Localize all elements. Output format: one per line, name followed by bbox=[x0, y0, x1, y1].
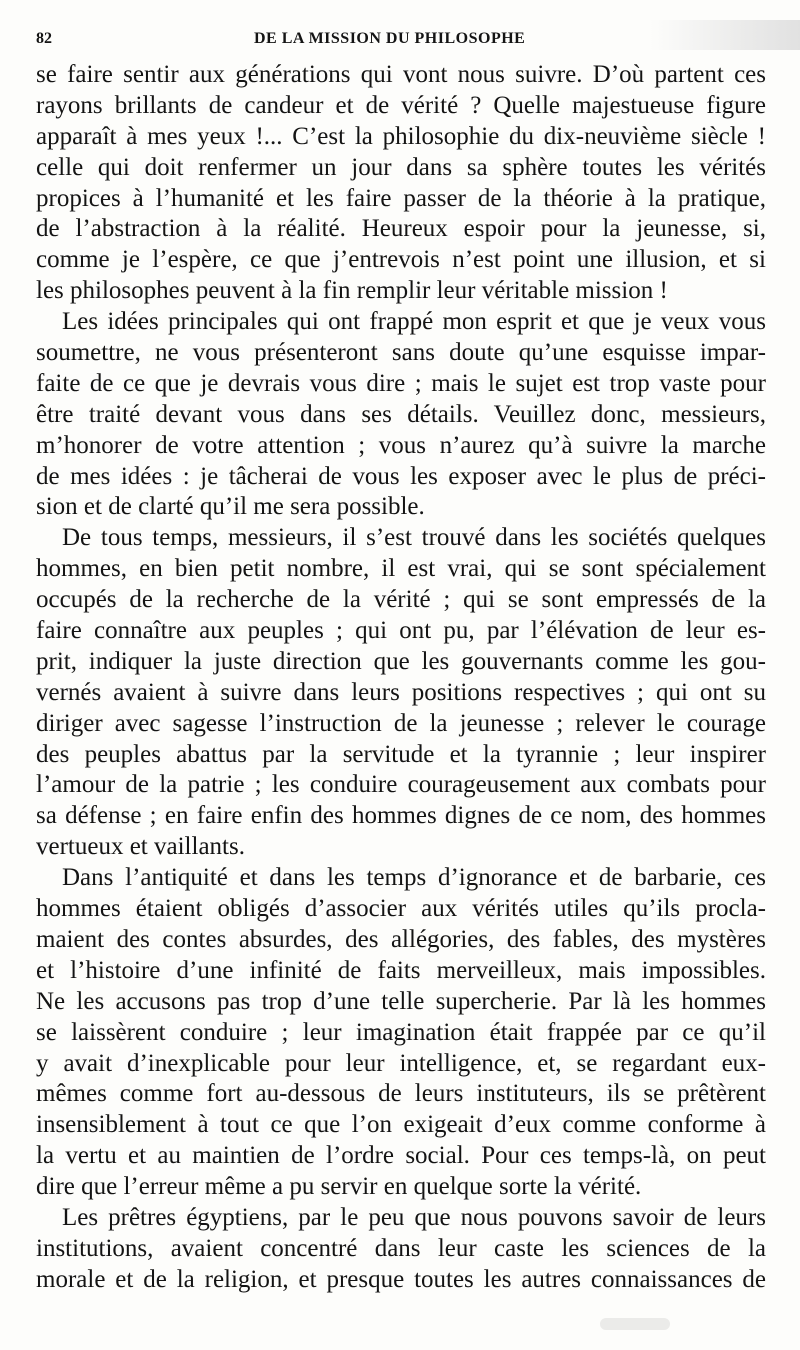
text-line: mêmes comme fort au-dessous de leurs instituteurs, ils se prêtèrent bbox=[36, 1080, 766, 1108]
text-line: prit, indiquer la juste direction que les gouvernants comme les gou- bbox=[36, 647, 766, 675]
text-line: sion et de clarté qu’il me sera possible. bbox=[36, 493, 425, 521]
text-line: morale et de la religion, et presque toutes les autres connaissances de bbox=[36, 1265, 766, 1293]
text-line: rayons brillants de candeur et de vérité ? Quelle majestueuse figure bbox=[36, 91, 766, 119]
text-line: institutions, avaient concentré dans leur caste les sciences de la bbox=[36, 1234, 766, 1262]
text-line: De tous temps, messieurs, il s’est trouvé dans les sociétés quelques bbox=[62, 524, 766, 552]
text-line: propices à l’humanité et les faire passer de la théorie à la pratique, bbox=[36, 184, 766, 212]
text-line: hommes étaient obligés d’associer aux vérités utiles qu’ils procla- bbox=[36, 895, 766, 923]
text-line: comme je l’espère, ce que j’entrevois n’est point une illusion, et si bbox=[36, 246, 766, 274]
page-number: 82 bbox=[36, 30, 52, 47]
text-line: se laissèrent conduire ; leur imagination était frappée par ce qu’il bbox=[36, 1018, 766, 1046]
text-line: faite de ce que je devrais vous dire ; mais le sujet est trop vaste pour bbox=[36, 369, 766, 397]
text-line: occupés de la recherche de la vérité ; qui se sont empressés de la bbox=[36, 586, 766, 614]
text-line: se faire sentir aux générations qui vont nous suivre. D’où partent ces bbox=[36, 61, 766, 88]
text-line: sa défense ; en faire enfin des hommes dignes de ce nom, des hommes bbox=[36, 802, 766, 830]
text-line: faire connaître aux peuples ; qui ont pu, par l’élévation de leur es- bbox=[36, 617, 766, 645]
text-line: soumettre, ne vous présenteront sans doute qu’une esquisse impar- bbox=[36, 339, 766, 367]
text-line: Les idées principales qui ont frappé mon esprit et que je veux vous bbox=[62, 308, 766, 336]
text-line: de mes idées : je tâcherai de vous les exposer avec le plus de préci- bbox=[36, 462, 766, 490]
text-line: Les prêtres égyptiens, par le peu que nous pouvons savoir de leurs bbox=[62, 1203, 766, 1231]
text-line: de l’abstraction à la réalité. Heureux espoir pour la jeunesse, si, bbox=[36, 215, 766, 243]
text-line: la vertu et au maintien de l’ordre social. Pour ces temps-là, on peut bbox=[36, 1142, 766, 1170]
page-header bbox=[36, 30, 766, 54]
text-line: apparaît à mes yeux !... C’est la philosophie du dix-neuvième siècle ! bbox=[36, 122, 766, 150]
text-line: m’honorer de votre attention ; vous n’aurez qu’à suivre la marche bbox=[36, 431, 766, 459]
text-line: être traité devant vous dans ses détails. Veuillez donc, messieurs, bbox=[36, 400, 766, 428]
text-line: vertueux et vaillants. bbox=[36, 833, 245, 861]
text-line: diriger avec sagesse l’instruction de la jeunesse ; relever le courage bbox=[36, 709, 766, 737]
text-line: l’amour de la patrie ; les conduire courageusement aux combats pour bbox=[36, 771, 766, 799]
text-line: dire que l’erreur même a pu servir en quelque sorte la vérité. bbox=[36, 1173, 642, 1201]
text-line: celle qui doit renfermer un jour dans sa sphère toutes les vérités bbox=[36, 153, 766, 181]
text-line: y avait d’inexplicable pour leur intelligence, et, se regardant eux- bbox=[36, 1049, 766, 1077]
text-line: Dans l’antiquité et dans les temps d’ignorance et de barbarie, ces bbox=[62, 864, 766, 892]
text-line: vernés avaient à suivre dans leurs positions respectives ; qui ont su bbox=[36, 678, 766, 706]
text-line: hommes, en bien petit nombre, il est vrai, qui se sont spécialement bbox=[36, 555, 766, 583]
page-smudge bbox=[600, 1318, 670, 1330]
text-line: Ne les accusons pas trop d’une telle supercherie. Par là les hommes bbox=[36, 987, 766, 1015]
text-line: les philosophes peuvent à la fin remplir leur véritable mission ! bbox=[36, 277, 668, 305]
text-line: et l’histoire d’une infinité de faits merveilleux, mais impossibles. bbox=[36, 956, 766, 984]
body-text bbox=[36, 60, 766, 1296]
running-head: DE LA MISSION DU PHILOSOPHE bbox=[254, 30, 526, 47]
text-line: insensiblement à tout ce que l’on exigeait d’eux comme conforme à bbox=[36, 1111, 766, 1139]
text-line: maient des contes absurdes, des allégories, des fables, des mystères bbox=[36, 925, 766, 953]
text-line: des peuples abattus par la servitude et la tyrannie ; leur inspirer bbox=[36, 740, 766, 768]
